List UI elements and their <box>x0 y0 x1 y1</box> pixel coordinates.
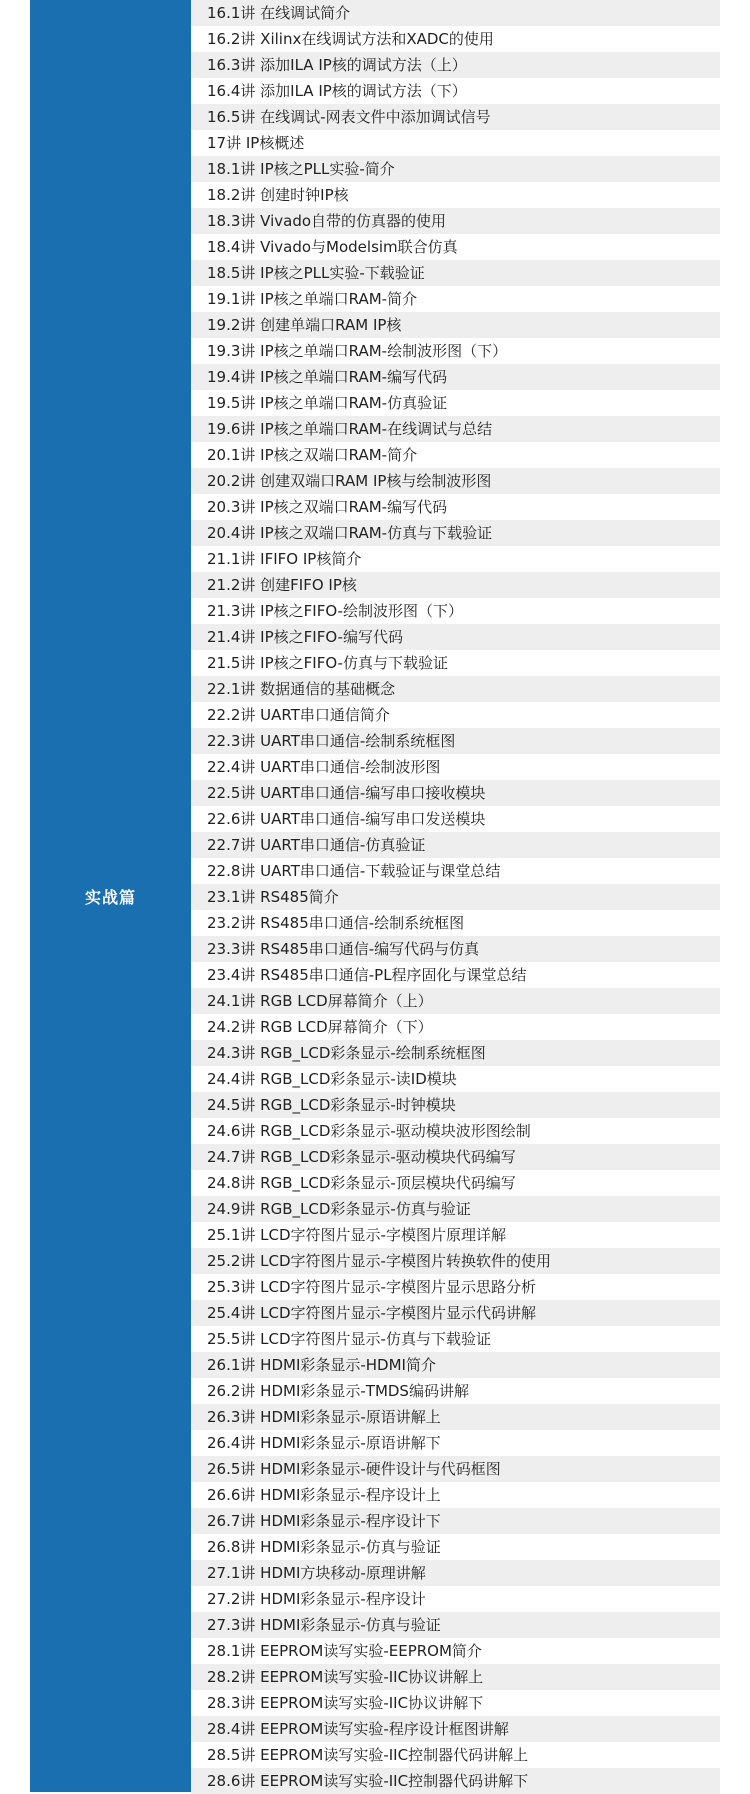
lesson-row: 23.2讲 RS485串口通信-绘制系统框图 <box>191 910 720 936</box>
lesson-row: 25.1讲 LCD字符图片显示-字模图片原理详解 <box>191 1222 720 1248</box>
lesson-row: 28.4讲 EEPROM读写实验-程序设计框图讲解 <box>191 1716 720 1742</box>
lesson-row: 26.8讲 HDMI彩条显示-仿真与验证 <box>191 1534 720 1560</box>
lesson-row: 22.7讲 UART串口通信-仿真验证 <box>191 832 720 858</box>
lesson-row: 23.1讲 RS485简介 <box>191 884 720 910</box>
lesson-row: 16.5讲 在线调试-网表文件中添加调试信号 <box>191 104 720 130</box>
lesson-row: 26.7讲 HDMI彩条显示-程序设计下 <box>191 1508 720 1534</box>
lesson-row: 22.3讲 UART串口通信-绘制系统框图 <box>191 728 720 754</box>
lesson-row: 20.3讲 IP核之双端口RAM-编写代码 <box>191 494 720 520</box>
lesson-row: 26.2讲 HDMI彩条显示-TMDS编码讲解 <box>191 1378 720 1404</box>
lesson-row: 19.1讲 IP核之单端口RAM-简介 <box>191 286 720 312</box>
lesson-row: 21.1讲 IFIFO IP核简介 <box>191 546 720 572</box>
lesson-row: 28.2讲 EEPROM读写实验-IIC协议讲解上 <box>191 1664 720 1690</box>
lesson-row: 24.9讲 RGB_LCD彩条显示-仿真与验证 <box>191 1196 720 1222</box>
lesson-row: 21.2讲 创建FIFO IP核 <box>191 572 720 598</box>
lesson-row: 19.3讲 IP核之单端口RAM-绘制波形图（下） <box>191 338 720 364</box>
lesson-row: 22.6讲 UART串口通信-编写串口发送模块 <box>191 806 720 832</box>
lesson-row: 27.1讲 HDMI方块移动-原理讲解 <box>191 1560 720 1586</box>
lesson-row: 23.4讲 RS485串口通信-PL程序固化与课堂总结 <box>191 962 720 988</box>
lesson-row: 21.3讲 IP核之FIFO-绘制波形图（下） <box>191 598 720 624</box>
lesson-row: 24.2讲 RGB LCD屏幕简介（下） <box>191 1014 720 1040</box>
lesson-row: 26.5讲 HDMI彩条显示-硬件设计与代码框图 <box>191 1456 720 1482</box>
lesson-row: 27.2讲 HDMI彩条显示-程序设计 <box>191 1586 720 1612</box>
lesson-row: 24.1讲 RGB LCD屏幕简介（上） <box>191 988 720 1014</box>
lesson-row: 18.1讲 IP核之PLL实验-简介 <box>191 156 720 182</box>
lesson-row: 28.3讲 EEPROM读写实验-IIC协议讲解下 <box>191 1690 720 1716</box>
lesson-row: 24.8讲 RGB_LCD彩条显示-顶层模块代码编写 <box>191 1170 720 1196</box>
lesson-row: 22.5讲 UART串口通信-编写串口接收模块 <box>191 780 720 806</box>
lesson-row: 28.6讲 EEPROM读写实验-IIC控制器代码讲解下 <box>191 1768 720 1794</box>
lesson-row: 19.2讲 创建单端口RAM IP核 <box>191 312 720 338</box>
lesson-row: 18.3讲 Vivado自带的仿真器的使用 <box>191 208 720 234</box>
lesson-row: 20.2讲 创建双端口RAM IP核与绘制波形图 <box>191 468 720 494</box>
lesson-row: 28.1讲 EEPROM读写实验-EEPROM简介 <box>191 1638 720 1664</box>
lesson-row: 18.5讲 IP核之PLL实验-下载验证 <box>191 260 720 286</box>
lesson-row: 24.6讲 RGB_LCD彩条显示-驱动模块波形图绘制 <box>191 1118 720 1144</box>
lesson-row: 16.3讲 添加ILA IP核的调试方法（上） <box>191 52 720 78</box>
lesson-row: 16.2讲 Xilinx在线调试方法和XADC的使用 <box>191 26 720 52</box>
lesson-row: 25.4讲 LCD字符图片显示-字模图片显示代码讲解 <box>191 1300 720 1326</box>
lesson-row: 25.5讲 LCD字符图片显示-仿真与下载验证 <box>191 1326 720 1352</box>
lesson-row: 16.1讲 在线调试简介 <box>191 0 720 26</box>
lesson-row: 24.5讲 RGB_LCD彩条显示-时钟模块 <box>191 1092 720 1118</box>
lesson-row: 20.1讲 IP核之双端口RAM-简介 <box>191 442 720 468</box>
course-outline-table <box>30 0 720 1792</box>
lesson-row: 25.3讲 LCD字符图片显示-字模图片显示思路分析 <box>191 1274 720 1300</box>
lesson-row: 19.5讲 IP核之单端口RAM-仿真验证 <box>191 390 720 416</box>
lesson-list <box>191 0 720 1794</box>
lesson-row: 28.5讲 EEPROM读写实验-IIC控制器代码讲解上 <box>191 1742 720 1768</box>
lesson-row: 26.3讲 HDMI彩条显示-原语讲解上 <box>191 1404 720 1430</box>
lesson-row: 22.2讲 UART串口通信简介 <box>191 702 720 728</box>
category-label: 实战篇 <box>84 887 136 907</box>
lesson-row: 26.4讲 HDMI彩条显示-原语讲解下 <box>191 1430 720 1456</box>
lesson-row: 19.6讲 IP核之单端口RAM-在线调试与总结 <box>191 416 720 442</box>
lesson-row: 23.3讲 RS485串口通信-编写代码与仿真 <box>191 936 720 962</box>
lesson-row: 22.1讲 数据通信的基础概念 <box>191 676 720 702</box>
lesson-row: 18.2讲 创建时钟IP核 <box>191 182 720 208</box>
lesson-row: 22.4讲 UART串口通信-绘制波形图 <box>191 754 720 780</box>
lesson-row: 24.4讲 RGB_LCD彩条显示-读ID模块 <box>191 1066 720 1092</box>
lesson-row: 22.8讲 UART串口通信-下载验证与课堂总结 <box>191 858 720 884</box>
lesson-row: 27.3讲 HDMI彩条显示-仿真与验证 <box>191 1612 720 1638</box>
lesson-row: 17讲 IP核概述 <box>191 130 720 156</box>
category-cell <box>30 0 191 1792</box>
lesson-row: 24.7讲 RGB_LCD彩条显示-驱动模块代码编写 <box>191 1144 720 1170</box>
lesson-row: 25.2讲 LCD字符图片显示-字模图片转换软件的使用 <box>191 1248 720 1274</box>
lesson-row: 21.5讲 IP核之FIFO-仿真与下载验证 <box>191 650 720 676</box>
lesson-row: 19.4讲 IP核之单端口RAM-编写代码 <box>191 364 720 390</box>
lesson-row: 26.6讲 HDMI彩条显示-程序设计上 <box>191 1482 720 1508</box>
lesson-row: 18.4讲 Vivado与Modelsim联合仿真 <box>191 234 720 260</box>
lesson-row: 20.4讲 IP核之双端口RAM-仿真与下载验证 <box>191 520 720 546</box>
lesson-row: 16.4讲 添加ILA IP核的调试方法（下） <box>191 78 720 104</box>
lesson-row: 26.1讲 HDMI彩条显示-HDMI简介 <box>191 1352 720 1378</box>
lesson-row: 21.4讲 IP核之FIFO-编写代码 <box>191 624 720 650</box>
lesson-row: 24.3讲 RGB_LCD彩条显示-绘制系统框图 <box>191 1040 720 1066</box>
